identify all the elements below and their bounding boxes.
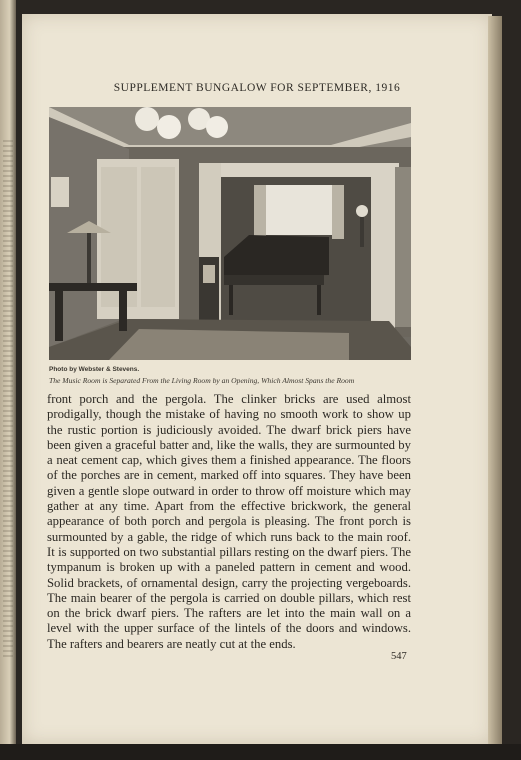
photo-credit: Photo by Webster & Stevens.	[49, 366, 140, 373]
book-page	[22, 14, 492, 744]
music-room-photo-illustration	[49, 107, 411, 360]
music-room-photo	[49, 107, 411, 360]
page-number: 547	[391, 651, 407, 662]
scan-background	[0, 744, 521, 760]
photo-caption: The Music Room is Separated From the Living Room by an Opening, Which Almost Spans the Room	[49, 376, 355, 385]
running-title: SUPPLEMENT BUNGALOW FOR SEPTEMBER, 1916	[113, 82, 401, 94]
page-stack-edge	[488, 16, 502, 744]
article-body-text: front porch and the pergola. The clinker bricks are used almost prodigally, though the mistake of having no smooth work to show up the rustic portion is judiciously avoided. The dwarf brick piers have been given a graceful batter and, like the walls, they are surmounted by a neat cement cap, which gives them a finished appearance. The floors of the porches are in cement, marked off into squares. They have been given a gentle slope outward in order to throw off moisture which may gather at any time. Apart from the effective brickwork, the general appearance of both porch and pergola is pleasing. The front porch is surmounted by a gable, the ridge of which runs back to the main roof. It is supported on two substantial pillars resting on the dwarf piers. The tympanum is broken up with a paneled pattern in cement and wood. Solid brackets, of ornamental design, carry the projecting vergeboards. The main bearer of the pergola is carried on double pillars, which rest on the brick dwarf piers. The rafters are let into the main wall on a level with the upper surface of the lintels of the doors and windows. The rafters and bearers are neatly cut at the ends.	[47, 392, 411, 651]
facing-page-edge	[0, 0, 16, 750]
facing-page-text-strip	[3, 140, 13, 660]
